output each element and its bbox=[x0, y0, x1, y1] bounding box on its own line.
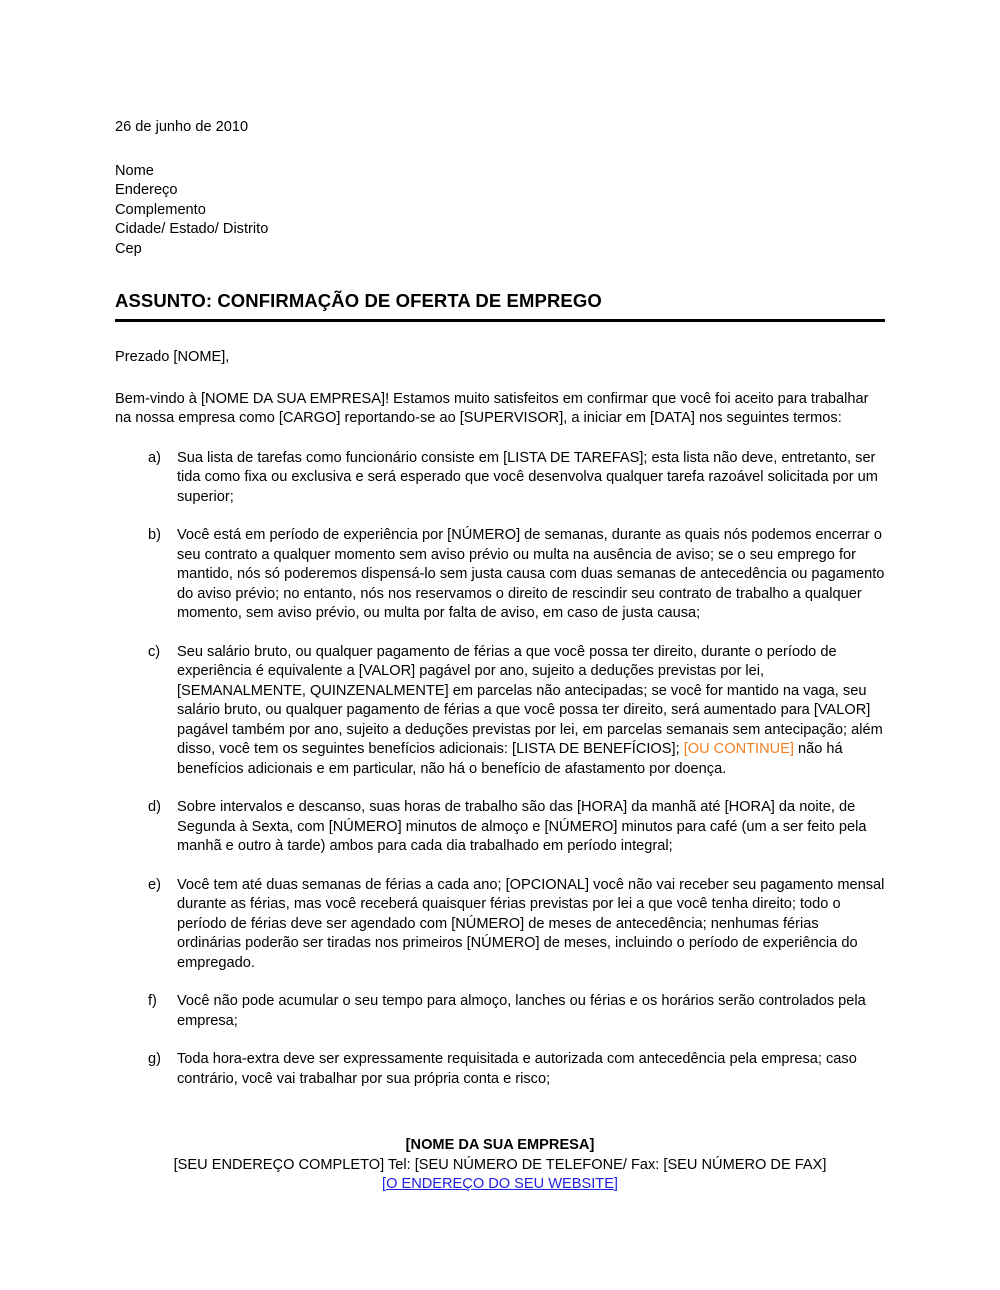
term-text-after-highlight: não há benefícios adicionais e em particular, não há o benefício de afastamento por doença. bbox=[177, 741, 843, 777]
letter-footer bbox=[115, 1136, 885, 1195]
term-item-f bbox=[115, 992, 885, 1031]
term-marker: b) bbox=[148, 527, 161, 543]
address-line: Complemento bbox=[115, 201, 206, 218]
address-line: Cep bbox=[115, 240, 142, 257]
term-marker: f) bbox=[148, 993, 157, 1009]
term-marker: d) bbox=[148, 799, 161, 815]
term-item-c bbox=[115, 643, 885, 780]
letter-body bbox=[115, 118, 885, 1089]
term-text: Você está em período de experiência por [NÚMERO] de semanas, durante as quais nós podemos encerrar o seu contrato a qualquer momento sem aviso prévio ou multa na ausência de aviso; se o seu emprego for mantido, nós só poderemos dispensá-lo sem justa causa com duas semanas de antecedência ou pagamento do aviso prévio; no entanto, nós nos reservamos o direito de rescindir seu contrato de trabalho a qualquer momento, sem aviso prévio, ou multa por falta de aviso, em caso de justa causa; bbox=[177, 527, 885, 621]
footer-company-name: [NOME DA SUA EMPRESA] bbox=[405, 1137, 595, 1153]
website-link[interactable]: [O ENDEREÇO DO SEU WEBSITE] bbox=[382, 1176, 618, 1192]
subject-heading: ASSUNTO: CONFIRMAÇÃO DE OFERTA DE EMPREGO bbox=[115, 290, 602, 311]
intro-paragraph: Bem-vindo à [NOME DA SUA EMPRESA]! Estamos muito satisfeitos em confirmar que você foi aceito para trabalhar na nossa empresa como [CARGO] reportando-se ao [SUPERVISOR], a iniciar em [DATA] nos seguintes termos: bbox=[115, 390, 869, 426]
term-text: Você tem até duas semanas de férias a cada ano; [OPCIONAL] você não vai receber seu pagamento mensal durante as férias, mas você receberá quaisquer férias previstas por lei a que você tenha direito; todo o período de férias deve ser agendado com [NÚMERO] de meses de antecedência; nenhumas férias ordinárias poderão ser tiradas nos primeiros [NÚMERO] de meses, incluindo o período de experiência do empregado. bbox=[177, 876, 885, 971]
term-highlight-or-continue: [OU CONTINUE] bbox=[683, 741, 794, 757]
term-marker: a) bbox=[148, 449, 161, 466]
footer-website-line bbox=[115, 1175, 885, 1195]
term-item-e bbox=[115, 876, 885, 974]
term-marker: g) bbox=[148, 1051, 161, 1067]
term-marker: c) bbox=[148, 643, 161, 660]
term-item-d bbox=[115, 798, 885, 857]
recipient-address-block bbox=[115, 162, 885, 260]
term-item-a bbox=[115, 449, 885, 508]
term-marker: e) bbox=[148, 876, 161, 893]
term-item-g bbox=[115, 1050, 885, 1089]
footer-contact-line: [SEU ENDEREÇO COMPLETO] Tel: [SEU NÚMERO DE TELEFONE/ Fax: [SEU NÚMERO DE FAX] bbox=[173, 1156, 827, 1173]
address-line: Endereço bbox=[115, 182, 178, 198]
address-line: Cidade/ Estado/ Distrito bbox=[115, 221, 269, 237]
term-text: Toda hora-extra deve ser expressamente requisitada e autorizada com antecedência pela empresa; caso contrário, você vai trabalhar por sua própria conta e risco; bbox=[177, 1051, 857, 1087]
term-text: Sobre intervalos e descanso, suas horas de trabalho são das [HORA] da manhã até [HORA] da noite, de Segunda à Sexta, com [NÚMERO] minutos de almoço e [NÚMERO] minutos para café (um a ser feito pela manhã e outro à tarde) ambos para cada dia trabalhado em período integral; bbox=[177, 799, 867, 854]
salutation: Prezado [NOME], bbox=[115, 349, 230, 365]
terms-list bbox=[115, 449, 885, 1090]
term-text bbox=[177, 643, 885, 780]
letter-date: 26 de junho de 2010 bbox=[115, 119, 249, 135]
term-text: Você não pode acumular o seu tempo para almoço, lanches ou férias e os horários serão controlados pela empresa; bbox=[177, 993, 866, 1029]
term-text: Sua lista de tarefas como funcionário consiste em [LISTA DE TAREFAS]; esta lista não deve, entretanto, ser tida como fixa ou exclusiva e será esperado que você desenvolva qualquer tarefa razoável solicitada por um superior; bbox=[177, 449, 878, 505]
address-line: Nome bbox=[115, 162, 154, 179]
term-item-b bbox=[115, 526, 885, 624]
term-text-before-highlight: Seu salário bruto, ou qualquer pagamento de férias a que você possa ter direito, durante o período de experiência é equivalente a [VALOR] pagável por ano, sujeito a deduções previstas por lei, [SEMANALMENTE, QUINZENALMENTE] em parcelas não antecipadas; se você for mantido na vaga, seu salário bruto, ou qualquer pagamento de férias a que você possa ter direito, será aumentado para [VALOR] pagável também por ano, sujeito a deduções previstas por lei, em parcelas semanais sem antecipação; além disso, você tem os seguintes benefícios adicionais: [LISTA DE BENEFÍCIOS]; bbox=[177, 643, 883, 757]
subject-divider-rule bbox=[115, 319, 885, 322]
